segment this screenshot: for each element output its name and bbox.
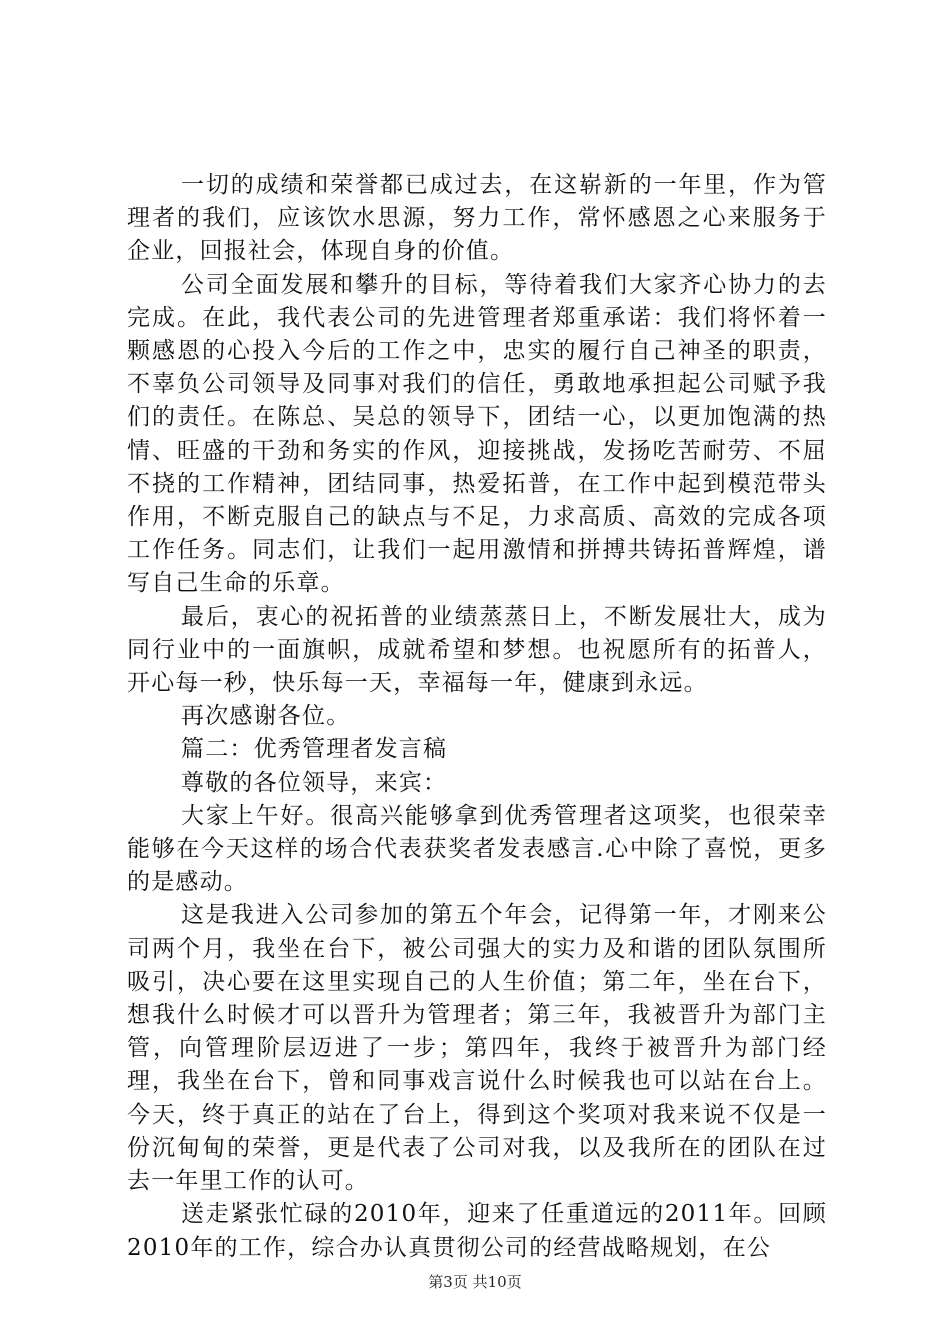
salutation: 尊敬的各位领导，来宾： [181, 769, 448, 796]
paragraph-2: 公司全面发展和攀升的目标，等待着我们大家齐心协力的去完成。在此，我代表公司的先进管理者郑重承诺：我们将怀着一颗感恩的心投入今后的工作之中，忠实的履行自己神圣的职责，不辜负公司领导及同事对我们的信任，勇敢地承担起公司赋予我们的责任。在陈总、吴总的领导下，团结一心，以更加饱满的热情、旺盛的干劲和务实的作风，迎接挑战，发扬吃苦耐劳、不屈不挠的工作精神，团结同事，热爱拓普，在工作中起到模范带头作用，不断克服自己的缺点与不足，力求高质、高效的完成各项工作任务。同志们，让我们一起用激情和拼搏共铸拓普辉煌，谱写自己生命的乐章。 [127, 271, 827, 597]
paragraph-9: 送走紧张忙碌的2010年，迎来了任重道远的2011年。回顾2010年的工作，综合办认真贯彻公司的经营战略规划，在公 [127, 1201, 827, 1261]
paragraph-1: 一切的成绩和荣誉都已成过去，在这崭新的一年里，作为管理者的我们，应该饮水思源，努力工作，常怀感恩之心来服务于企业，回报社会，体现自身的价值。 [127, 172, 827, 265]
paragraph-3: 最后，衷心的祝拓普的业绩蒸蒸日上，不断发展壮大，成为同行业中的一面旗帜，成就希望和梦想。也祝愿所有的拓普人，开心每一秒，快乐每一天，幸福每一年，健康到永远。 [127, 603, 827, 697]
page-number-footer: 第3页 共10页 [428, 1273, 522, 1291]
paragraph-4: 再次感谢各位。 [181, 703, 351, 730]
paragraph-8: 这是我进入公司参加的第五个年会，记得第一年，才刚来公司两个月，我坐在台下，被公司强大的实力及和谐的团队氛围所吸引，决心要在这里实现自己的人生价值；第二年，坐在台下，想我什么时候才可以晋升为管理者；第三年，我被晋升为部门主管，向管理阶层迈进了一步；第四年，我终于被晋升为部门经理，我坐在台下，曾和同事戏言说什么时候我也可以站在台上。今天，终于真正的站在了台上，得到这个奖项对我来说不仅是一份沉甸甸的荣誉，更是代表了公司对我，以及我所在的团队在过去一年里工作的认可。 [127, 902, 827, 1195]
section-heading: 篇二：优秀管理者发言稿 [181, 736, 448, 763]
document-body [127, 169, 827, 1265]
paragraph-7: 大家上午好。很高兴能够拿到优秀管理者这项奖，也很荣幸能够在今天这样的场合代表获奖者发表感言.心中除了喜悦，更多的是感动。 [127, 802, 827, 896]
